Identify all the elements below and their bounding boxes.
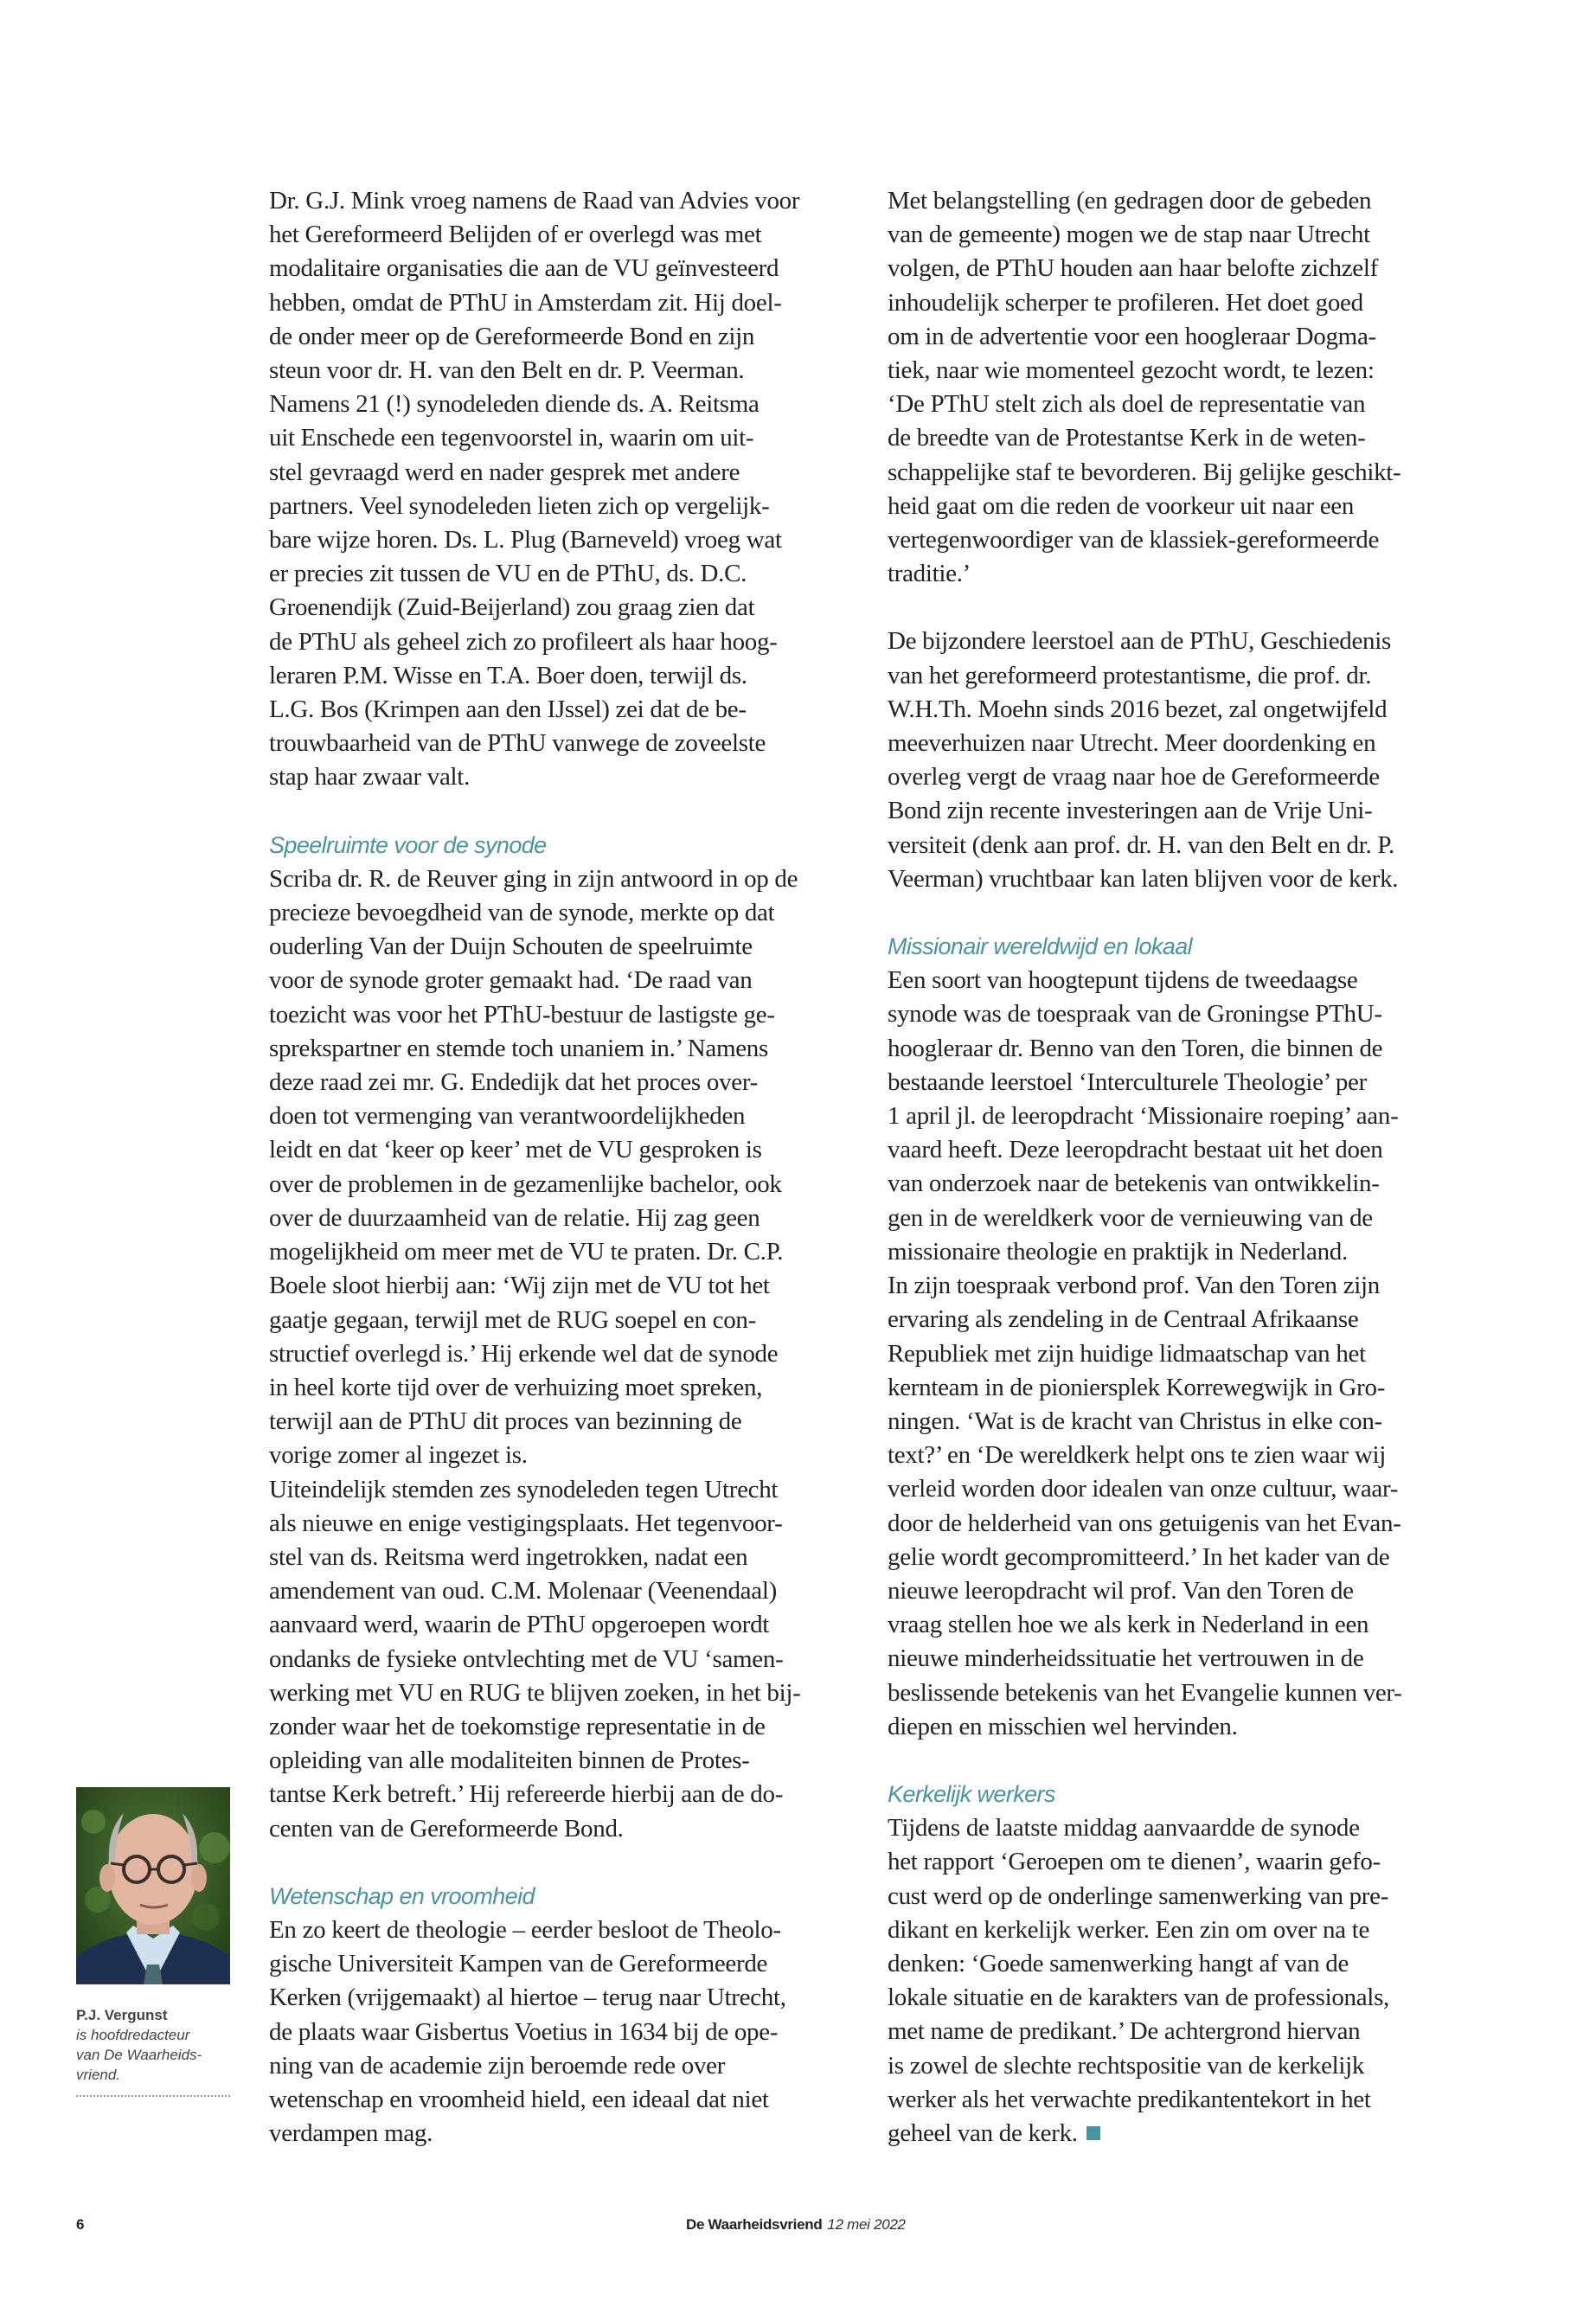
text-line: modalitaire organisaties die aan de VU geïnvesteerd [269, 254, 779, 283]
text-line: leidt en dat ‘keer op keer’ met de VU gesproken is [269, 1136, 762, 1164]
text-line: En zo keert de theologie – eerder besloot de Theolo- [269, 1915, 781, 1944]
text-line: hoogleraar dr. Benno van den Toren, die binnen de [888, 1034, 1383, 1062]
text-line: Bond zijn recente investeringen aan de Vrije Uni- [888, 797, 1373, 825]
text-line: ningen. ‘Wat is de kracht van Christus in elke con- [888, 1407, 1382, 1435]
text-line: Boele sloot hierbij aan: ‘Wij zijn met de VU tot het [269, 1272, 770, 1300]
text-line: Republiek met zijn huidige lidmaatschap van het [888, 1339, 1366, 1368]
paragraph [888, 625, 1476, 896]
text-line: gische Universiteit Kampen van de Gereformeerde [269, 1950, 768, 1978]
text-line: wetenschap en vroomheid hield, een ideaal dat niet [269, 2085, 769, 2113]
text-line: stap haar zwaar valt. [269, 763, 471, 792]
text-line: meeverhuizen naar Utrecht. Meer doordenking en [888, 729, 1376, 758]
text-line: er precies zit tussen de VU en de PThU, ds. D.C. [269, 560, 747, 588]
text-line: Dr. G.J. Mink vroeg namens de Raad van Advies voor [269, 187, 800, 215]
text-line: werker als het verwachte predikantentekort in het [888, 2085, 1371, 2113]
author-name: P.J. Vergunst [76, 2007, 168, 2023]
text-line: centen van de Gereformeerde Bond. [269, 1814, 624, 1843]
text-line: stel gevraagd werd en nader gesprek met andere [269, 458, 740, 486]
text-line: traditie.’ [888, 560, 971, 588]
paragraph [269, 862, 857, 1846]
text-line: In zijn toespraak verbond prof. Van den Toren zijn [888, 1272, 1380, 1300]
text-line: volgen, de PThU houden aan haar belofte zichzelf [888, 254, 1378, 283]
text-line: opleiding van alle modaliteiten binnen de Protes- [269, 1747, 750, 1775]
text-line: over de duurzaamheid van de relatie. Hij zag geen [269, 1203, 760, 1232]
text-line: geheel van de kerk. [888, 2117, 1476, 2150]
text-line: L.G. Bos (Krimpen aan den IJssel) zei dat de be- [269, 695, 747, 724]
text-line: De bijzondere leerstoel aan de PThU, Geschiedenis [888, 627, 1391, 656]
section-heading-missionair: Missionair wereldwijd en lokaal [888, 933, 1193, 960]
text-line: Een soort van hoogtepunt tijdens de tweedaagse [888, 966, 1358, 995]
text-line: trouwbaarheid van de PThU vanwege de zoveelste [269, 729, 766, 758]
text-line: verdampen mag. [269, 2119, 433, 2148]
text-line: de PThU als geheel zich zo profileert als haar hoog- [269, 627, 778, 656]
text-line: gaatje gegaan, terwijl met de RUG soepel en con- [269, 1305, 756, 1334]
text-line: sprekspartner en stemde toch unaniem in.’ Namens [269, 1034, 768, 1062]
section-heading-kerkelijk-werkers: Kerkelijk werkers [888, 1780, 1055, 1807]
text-line: uit Enschede een tegenvoorstel in, waarin om uit- [269, 424, 754, 452]
text-line: steun voor dr. H. van den Belt en dr. P. Veerman. [269, 356, 745, 385]
paragraph [269, 184, 857, 795]
text-line: stel van ds. Reitsma werd ingetrokken, nadat een [269, 1542, 748, 1571]
text-line: is zowel de slechte rechtspositie van de kerkelijk [888, 2051, 1365, 2080]
text-line: nieuwe leeropdracht wil prof. Van den Toren de [888, 1576, 1354, 1605]
text-line: om in de advertentie voor een hoogleraar Dogma- [888, 322, 1376, 350]
text-line: vertegenwoordiger van de klassiek-gereformeerde [888, 526, 1380, 554]
text-line: van de gemeente) mogen we de stap naar Utrecht [888, 221, 1370, 249]
text-line: kernteam in de pioniersplek Korrewegwijk in Gro- [888, 1373, 1386, 1401]
text-line: text?’ en ‘De wereldkerk helpt ons te zien waar wij [888, 1441, 1386, 1470]
text-line: Namens 21 (!) synodeleden diende ds. A. Reitsma [269, 390, 760, 419]
text-line: tantse Kerk betreft.’ Hij refereerde hierbij aan de do- [269, 1780, 784, 1809]
text-line: amendement van oud. C.M. Molenaar (Veenendaal) [269, 1577, 777, 1606]
text-line: in heel korte tijd over de verhuizing moet spreken, [269, 1373, 763, 1401]
text-line: van onderzoek naar de betekenis van ontwikkelin- [888, 1170, 1380, 1198]
left-column [269, 184, 857, 2150]
text-line: met name de predikant.’ De achtergrond hiervan [888, 2017, 1361, 2046]
text-line: diepen en misschien wel hervinden. [888, 1712, 1238, 1740]
text-line: werking met VU en RUG te blijven zoeken, in het bij- [269, 1678, 801, 1707]
text-line: de breedte van de Protestantse Kerk in de weten- [888, 424, 1366, 452]
text-line: mogelijkheid om meer met de VU te praten. Dr. C.P. [269, 1238, 784, 1266]
text-line: gelie wordt gecompromitteerd.’ In het kader van de [888, 1542, 1390, 1571]
text-line: nieuwe minderheidssituatie het vertrouwen in de [888, 1644, 1364, 1673]
author-box [76, 1787, 230, 2097]
text-line: Scriba dr. R. de Reuver ging in zijn antwoord in op de [269, 864, 798, 893]
page-number: 6 [76, 2216, 85, 2233]
text-line: hebben, omdat de PThU in Amsterdam zit. Hij doel- [269, 288, 782, 317]
text-line: de plaats waar Gisbertus Voetius in 1634 bij de ope- [269, 2017, 779, 2046]
text-line: lokale situatie en de karakters van de professionals, [888, 1984, 1390, 2012]
text-line: verleid worden door idealen van onze cultuur, waar- [888, 1475, 1399, 1503]
text-line: het rapport ‘Geroepen om te dienen’, waarin gefo- [888, 1848, 1381, 1876]
section-heading-wetenschap: Wetenschap en vroomheid [269, 1882, 535, 1909]
text-line: structief overlegd is.’ Hij erkende wel dat de synode [269, 1339, 779, 1368]
paragraph [888, 1811, 1476, 2150]
text-line: ouderling Van der Duijn Schouten de speelruimte [269, 933, 753, 961]
publication-date: 12 mei 2022 [827, 2216, 906, 2233]
text-line: ning van de academie zijn beroemde rede over [269, 2051, 726, 2080]
text-line: W.H.Th. Moehn sinds 2016 bezet, zal ongetwijfeld [888, 695, 1388, 723]
author-portrait-icon [76, 1787, 230, 1984]
text-line: deze raad zei mr. G. Endedijk dat het proces over- [269, 1068, 758, 1097]
text-line: over de problemen in de gezamenlijke bachelor, ook [269, 1170, 782, 1198]
text-line: denken: ‘Goede samenwerking hangt af van de [888, 1949, 1349, 1977]
text-line: Uiteindelijk stemden zes synodeleden tegen Utrecht [269, 1475, 779, 1503]
text-line: vaard heeft. Deze leeropdracht bestaat uit het doen [888, 1136, 1383, 1164]
author-bio-line: van De Waarheids- [76, 2047, 202, 2063]
text-line: voor de synode groter gemaakt had. ‘De raad van [269, 966, 753, 995]
text-line: Tijdens de laatste middag aanvaardde de synode [888, 1814, 1360, 1843]
paragraph [269, 1913, 857, 2150]
text-line: schappelijke staf te bevorderen. Bij gelijke geschikt- [888, 458, 1401, 486]
text-line: gen in de wereldkerk voor de vernieuwing van de [888, 1203, 1373, 1232]
text-line: Met belangstelling (en gedragen door de gebeden [888, 187, 1372, 215]
text-line: precieze bevoegdheid van de synode, merkte op dat [269, 899, 775, 927]
author-bio-line: vriend. [76, 2067, 121, 2083]
text-line: synode was de toespraak van de Groningse PThU- [888, 1000, 1382, 1029]
text-line: partners. Veel synodeleden lieten zich op vergelijk- [269, 491, 770, 520]
text-line: vorige zomer al ingezet is. [269, 1441, 528, 1470]
right-column [888, 184, 1476, 2150]
text-line: dikant en kerkelijk werker. Een zin om over na te [888, 1915, 1370, 1944]
paragraph [888, 184, 1476, 591]
text-line: tiek, naar wie momenteel gezocht wordt, te lezen: [888, 356, 1375, 385]
text-line: cust werd op de onderlinge samenwerking van pre- [888, 1881, 1389, 1910]
text-line: zonder waar het de toekomstige representatie in de [269, 1712, 766, 1740]
text-line: heid gaat om die reden de voorkeur uit naar een [888, 491, 1355, 520]
text-line: inhoudelijk scherper te profileren. Het doet goed [888, 288, 1363, 317]
text-line: ‘De PThU stelt zich als doel de representatie van [888, 390, 1366, 419]
text-line: doen tot vermenging van verantwoordelijkheden [269, 1102, 746, 1131]
publication-name: De Waarheidsvriend [686, 2216, 823, 2233]
text-line: Kerken (vrijgemaakt) al hiertoe – terug naar Utrecht, [269, 1984, 786, 2012]
text-line: overleg vergt de vraag naar hoe de Gereformeerde [888, 763, 1380, 792]
section-heading-speelruimte: Speelruimte voor de synode [269, 831, 547, 858]
text-line: Groenendijk (Zuid-Beijerland) zou graag zien dat [269, 593, 755, 622]
publication-footer [686, 2216, 906, 2234]
text-line: vraag stellen hoe we als kerk in Nederland in een [888, 1611, 1369, 1639]
paragraph [888, 964, 1476, 1744]
text-line: terwijl aan de PThU dit proces van bezinning de [269, 1407, 742, 1436]
text-line: als nieuwe en enige vestigingsplaats. Het tegenvoor- [269, 1509, 783, 1537]
text-line: 1 april jl. de leeropdracht ‘Missionaire roeping’ aan- [888, 1102, 1399, 1131]
caption-divider [76, 2095, 230, 2097]
text-line: ervaring als zendeling in de Centraal Afrikaanse [888, 1305, 1359, 1334]
text-line: beslissende betekenis van het Evangelie kunnen ver- [888, 1678, 1402, 1707]
text-line: aanvaard werd, waarin de PThU opgeroepen wordt [269, 1611, 770, 1639]
text-line: door de helderheid van ons getuigenis van het Evan- [888, 1509, 1401, 1537]
author-bio-line: is hoofdredacteur [76, 2027, 190, 2043]
text-line: Veerman) vruchtbaar kan laten blijven voor de kerk. [888, 864, 1399, 893]
end-of-article-icon [1086, 2126, 1100, 2140]
text-line: ondanks de fysieke ontvlechting met de VU ‘samen- [269, 1644, 784, 1673]
text-line: bare wijze horen. Ds. L. Plug (Barneveld) vroeg wat [269, 526, 782, 554]
text-line: versiteit (denk aan prof. dr. H. van den Belt en dr. P. [888, 830, 1394, 859]
text-line: het Gereformeerd Belijden of er overlegd was met [269, 221, 762, 249]
text-line: toezicht was voor het PThU-bestuur de lastigste ge- [269, 1000, 775, 1029]
text-line: bestaande leerstoel ‘Interculturele Theologie’ per [888, 1067, 1367, 1096]
text-line: de onder meer op de Gereformeerde Bond en zijn [269, 322, 755, 350]
text-line: van het gereformeerd protestantisme, die prof. dr. [888, 661, 1372, 689]
text-line: missionaire theologie en praktijk in Nederland. [888, 1237, 1348, 1266]
text-line: leraren P.M. Wisse en T.A. Boer doen, terwijl ds. [269, 661, 747, 689]
